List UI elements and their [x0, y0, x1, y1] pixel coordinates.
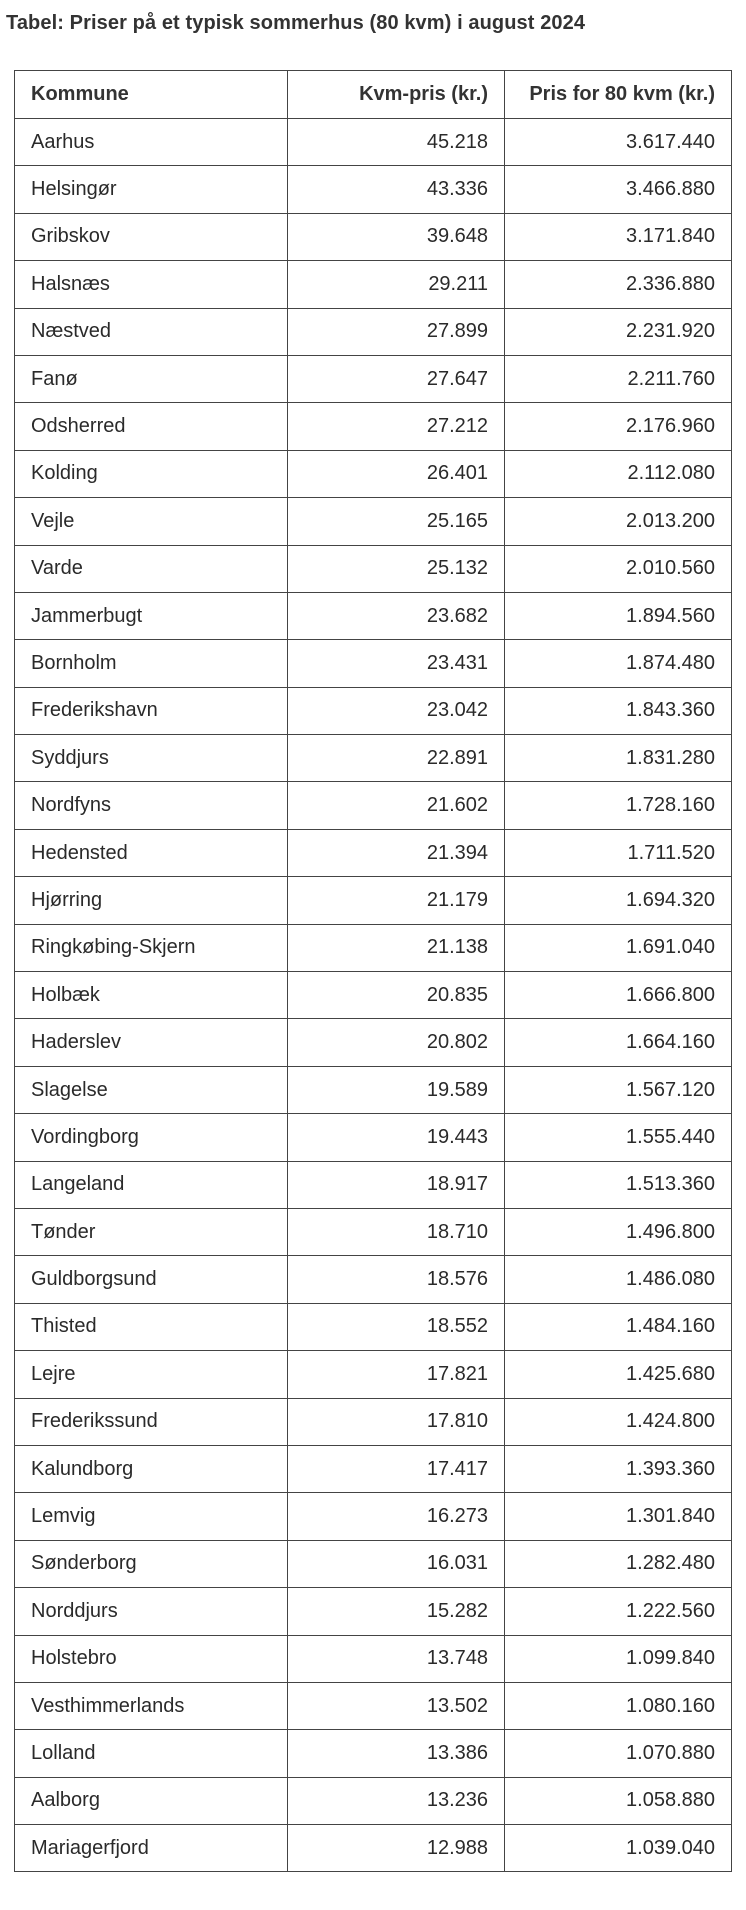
- cell-kommune: Hedensted: [15, 829, 288, 876]
- table-row: [15, 1208, 732, 1255]
- cell-kvm-pris: 43.336: [288, 166, 505, 213]
- cell-kommune: Lejre: [15, 1351, 288, 1398]
- cell-kommune: Helsingør: [15, 166, 288, 213]
- cell-kommune: Thisted: [15, 1303, 288, 1350]
- cell-kommune: Bornholm: [15, 640, 288, 687]
- table-row: [15, 213, 732, 260]
- cell-kvm-pris: 12.988: [288, 1825, 505, 1872]
- cell-pris-80-kvm: 2.211.760: [505, 355, 732, 402]
- header-kvm-pris: Kvm-pris (kr.): [288, 71, 505, 119]
- cell-kvm-pris: 23.042: [288, 687, 505, 734]
- cell-pris-80-kvm: 1.694.320: [505, 877, 732, 924]
- cell-kommune: Sønderborg: [15, 1540, 288, 1587]
- cell-kvm-pris: 21.602: [288, 782, 505, 829]
- cell-kommune: Haderslev: [15, 1019, 288, 1066]
- price-table: [14, 70, 732, 1872]
- cell-pris-80-kvm: 1.424.800: [505, 1398, 732, 1445]
- table-row: [15, 1398, 732, 1445]
- cell-pris-80-kvm: 1.496.800: [505, 1208, 732, 1255]
- table-row: [15, 1114, 732, 1161]
- table-row: [15, 1493, 732, 1540]
- cell-kvm-pris: 19.589: [288, 1066, 505, 1113]
- cell-kvm-pris: 15.282: [288, 1588, 505, 1635]
- table-row: [15, 1019, 732, 1066]
- cell-pris-80-kvm: 1.843.360: [505, 687, 732, 734]
- cell-kommune: Lolland: [15, 1730, 288, 1777]
- cell-pris-80-kvm: 1.728.160: [505, 782, 732, 829]
- cell-pris-80-kvm: 1.393.360: [505, 1445, 732, 1492]
- cell-kommune: Halsnæs: [15, 261, 288, 308]
- cell-kommune: Vordingborg: [15, 1114, 288, 1161]
- cell-kvm-pris: 39.648: [288, 213, 505, 260]
- cell-kvm-pris: 29.211: [288, 261, 505, 308]
- table-row: [15, 1730, 732, 1777]
- cell-pris-80-kvm: 1.058.880: [505, 1777, 732, 1824]
- cell-pris-80-kvm: 1.222.560: [505, 1588, 732, 1635]
- cell-kvm-pris: 13.748: [288, 1635, 505, 1682]
- table-row: [15, 877, 732, 924]
- cell-kommune: Kalundborg: [15, 1445, 288, 1492]
- cell-pris-80-kvm: 1.080.160: [505, 1682, 732, 1729]
- cell-pris-80-kvm: 1.555.440: [505, 1114, 732, 1161]
- table-row: [15, 498, 732, 545]
- cell-pris-80-kvm: 1.894.560: [505, 592, 732, 639]
- cell-pris-80-kvm: 1.301.840: [505, 1493, 732, 1540]
- cell-kvm-pris: 26.401: [288, 450, 505, 497]
- cell-kommune: Mariagerfjord: [15, 1825, 288, 1872]
- cell-pris-80-kvm: 1.711.520: [505, 829, 732, 876]
- cell-kommune: Frederikssund: [15, 1398, 288, 1445]
- cell-kvm-pris: 25.132: [288, 545, 505, 592]
- cell-pris-80-kvm: 1.567.120: [505, 1066, 732, 1113]
- table-row: [15, 119, 732, 166]
- cell-kvm-pris: 18.552: [288, 1303, 505, 1350]
- cell-pris-80-kvm: 1.513.360: [505, 1161, 732, 1208]
- cell-kommune: Norddjurs: [15, 1588, 288, 1635]
- cell-kommune: Gribskov: [15, 213, 288, 260]
- cell-pris-80-kvm: 1.282.480: [505, 1540, 732, 1587]
- table-row: [15, 1682, 732, 1729]
- table-row: [15, 640, 732, 687]
- cell-kvm-pris: 27.899: [288, 308, 505, 355]
- cell-kommune: Kolding: [15, 450, 288, 497]
- cell-kommune: Tønder: [15, 1208, 288, 1255]
- cell-kommune: Odsherred: [15, 403, 288, 450]
- cell-pris-80-kvm: 2.176.960: [505, 403, 732, 450]
- cell-pris-80-kvm: 1.664.160: [505, 1019, 732, 1066]
- cell-kommune: Vejle: [15, 498, 288, 545]
- cell-pris-80-kvm: 2.231.920: [505, 308, 732, 355]
- cell-kvm-pris: 27.647: [288, 355, 505, 402]
- table-header-row: [15, 71, 732, 119]
- cell-pris-80-kvm: 2.336.880: [505, 261, 732, 308]
- cell-pris-80-kvm: 1.666.800: [505, 972, 732, 1019]
- table-title: Tabel: Priser på et typisk sommerhus (80 kvm) i august 2024: [6, 12, 586, 34]
- cell-kommune: Holbæk: [15, 972, 288, 1019]
- cell-kvm-pris: 23.431: [288, 640, 505, 687]
- cell-kommune: Aarhus: [15, 119, 288, 166]
- table-row: [15, 782, 732, 829]
- cell-kvm-pris: 16.031: [288, 1540, 505, 1587]
- table-row: [15, 403, 732, 450]
- cell-kommune: Aalborg: [15, 1777, 288, 1824]
- cell-kommune: Næstved: [15, 308, 288, 355]
- cell-kvm-pris: 18.710: [288, 1208, 505, 1255]
- cell-kvm-pris: 20.802: [288, 1019, 505, 1066]
- table-row: [15, 735, 732, 782]
- cell-kvm-pris: 20.835: [288, 972, 505, 1019]
- cell-kvm-pris: 18.576: [288, 1256, 505, 1303]
- table-row: [15, 308, 732, 355]
- cell-kvm-pris: 16.273: [288, 1493, 505, 1540]
- cell-kvm-pris: 23.682: [288, 592, 505, 639]
- cell-pris-80-kvm: 1.874.480: [505, 640, 732, 687]
- cell-kommune: Hjørring: [15, 877, 288, 924]
- cell-pris-80-kvm: 1.484.160: [505, 1303, 732, 1350]
- cell-kvm-pris: 13.386: [288, 1730, 505, 1777]
- table-row: [15, 1066, 732, 1113]
- table-row: [15, 924, 732, 971]
- cell-kvm-pris: 21.394: [288, 829, 505, 876]
- cell-kommune: Ringkøbing-Skjern: [15, 924, 288, 971]
- cell-pris-80-kvm: 3.466.880: [505, 166, 732, 213]
- cell-pris-80-kvm: 1.691.040: [505, 924, 732, 971]
- cell-kvm-pris: 45.218: [288, 119, 505, 166]
- cell-kommune: Nordfyns: [15, 782, 288, 829]
- cell-kvm-pris: 27.212: [288, 403, 505, 450]
- cell-kommune: Guldborgsund: [15, 1256, 288, 1303]
- table-row: [15, 1825, 732, 1872]
- table-row: [15, 972, 732, 1019]
- cell-kvm-pris: 17.810: [288, 1398, 505, 1445]
- cell-kvm-pris: 25.165: [288, 498, 505, 545]
- cell-kommune: Jammerbugt: [15, 592, 288, 639]
- table-row: [15, 1256, 732, 1303]
- table-row: [15, 261, 732, 308]
- table-row: [15, 355, 732, 402]
- cell-kommune: Slagelse: [15, 1066, 288, 1113]
- table-row: [15, 592, 732, 639]
- table-row: [15, 1540, 732, 1587]
- cell-pris-80-kvm: 1.831.280: [505, 735, 732, 782]
- cell-pris-80-kvm: 2.010.560: [505, 545, 732, 592]
- table-row: [15, 1635, 732, 1682]
- header-pris-80-kvm: Pris for 80 kvm (kr.): [505, 71, 732, 119]
- cell-kvm-pris: 13.502: [288, 1682, 505, 1729]
- cell-kommune: Vesthimmerlands: [15, 1682, 288, 1729]
- cell-pris-80-kvm: 1.039.040: [505, 1825, 732, 1872]
- cell-pris-80-kvm: 1.486.080: [505, 1256, 732, 1303]
- cell-kommune: Varde: [15, 545, 288, 592]
- header-kommune: Kommune: [15, 71, 288, 119]
- cell-kvm-pris: 19.443: [288, 1114, 505, 1161]
- cell-pris-80-kvm: 1.425.680: [505, 1351, 732, 1398]
- table-row: [15, 450, 732, 497]
- cell-pris-80-kvm: 2.112.080: [505, 450, 732, 497]
- table-row: [15, 1351, 732, 1398]
- cell-pris-80-kvm: 3.171.840: [505, 213, 732, 260]
- table-row: [15, 1161, 732, 1208]
- cell-kommune: Langeland: [15, 1161, 288, 1208]
- cell-kommune: Holstebro: [15, 1635, 288, 1682]
- cell-kvm-pris: 18.917: [288, 1161, 505, 1208]
- cell-kvm-pris: 22.891: [288, 735, 505, 782]
- cell-pris-80-kvm: 3.617.440: [505, 119, 732, 166]
- table-row: [15, 1445, 732, 1492]
- table-row: [15, 166, 732, 213]
- cell-kvm-pris: 13.236: [288, 1777, 505, 1824]
- cell-pris-80-kvm: 1.099.840: [505, 1635, 732, 1682]
- cell-pris-80-kvm: 1.070.880: [505, 1730, 732, 1777]
- table-row: [15, 545, 732, 592]
- cell-pris-80-kvm: 2.013.200: [505, 498, 732, 545]
- cell-kommune: Syddjurs: [15, 735, 288, 782]
- cell-kommune: Fanø: [15, 355, 288, 402]
- table-body: [15, 119, 732, 1872]
- table-row: [15, 829, 732, 876]
- table-row: [15, 687, 732, 734]
- cell-kvm-pris: 17.417: [288, 1445, 505, 1492]
- cell-kommune: Lemvig: [15, 1493, 288, 1540]
- cell-kommune: Frederikshavn: [15, 687, 288, 734]
- table-row: [15, 1777, 732, 1824]
- cell-kvm-pris: 21.179: [288, 877, 505, 924]
- cell-kvm-pris: 17.821: [288, 1351, 505, 1398]
- table-row: [15, 1303, 732, 1350]
- table-row: [15, 1588, 732, 1635]
- cell-kvm-pris: 21.138: [288, 924, 505, 971]
